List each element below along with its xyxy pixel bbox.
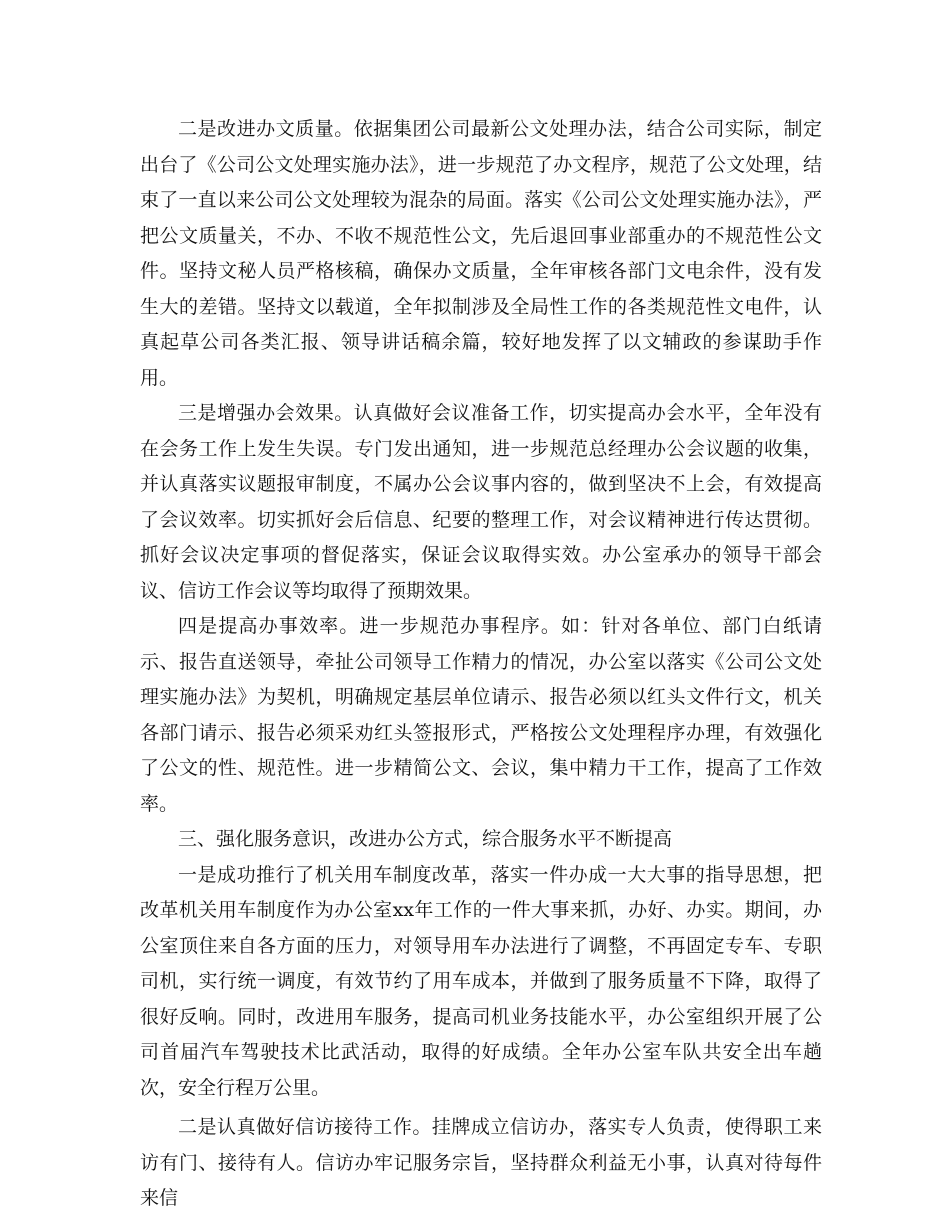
section-heading-service-awareness: 三、强化服务意识，改进办公方式，综合服务水平不断提高 bbox=[178, 828, 673, 850]
document-page bbox=[140, 112, 822, 1217]
paragraph-vehicle-reform: 一是成功推行了机关用车制度改革，落实一件办成一大大事的指导思想，把改革机关用车制度作为办公室xx年工作的一件大事来抓，办好、办实。期间，办公室顶住来自各方面的压力，对领导用车办法进行了调整，不再固定专车、专职司机，实行统一调度，有效节约了用车成本，并做到了服务质量不下降，取得了很好反响。同时，改进用车服务，提高司机业务技能水平，办公室组织开展了公司首届汽车驾驶技术比武活动，取得的好成绩。全年办公室车队共安全出车趟次，安全行程万公里。 bbox=[140, 863, 822, 1099]
paragraph-meeting-effectiveness: 三是增强办会效果。认真做好会议准备工作，切实提高办会水平，全年没有在会务工作上发生失误。专门发出通知，进一步规范总经理办公会议题的收集，并认真落实议题报审制度，不属办公会议事内容的，做到坚决不上会，有效提高了会议效率。切实抓好会后信息、纪要的整理工作，对会议精神进行传达贯彻。抓好会议决定事项的督促落实，保证会议取得实效。办公室承办的领导干部会议、信访工作会议等均取得了预期效果。 bbox=[140, 402, 822, 602]
paragraph-petition-reception: 二是认真做好信访接待工作。挂牌成立信访办，落实专人负责，使得职工来访有门、接待有人。信访办牢记服务宗旨，坚持群众利益无小事，认真对待每件来信 bbox=[140, 1116, 822, 1209]
paragraph-work-efficiency: 四是提高办事效率。进一步规范办事程序。如：针对各单位、部门白纸请示、报告直送领导，牵扯公司领导工作精力的情况，办公室以落实《公司公文处理实施办法》为契机，明确规定基层单位请示、报告必须以红头文件行文，机关各部门请示、报告必须采劝红头签报形式，严格按公文处理程序办理，有效强化了公文的性、规范性。进一步精简公文、会议，集中精力干工作，提高了工作效率。 bbox=[140, 615, 822, 815]
paragraph-office-document-quality: 二是改进办文质量。依据集团公司最新公文处理办法，结合公司实际，制定出台了《公司公文处理实施办法》，进一步规范了办文程序，规范了公文处理，结束了一直以来公司公文处理较为混杂的局面。落实《公司公文处理实施办法》，严把公文质量关，不办、不收不规范性公文，先后退回事业部重办的不规范性公文件。坚持文秘人员严格核稿，确保办文质量，全年审核各部门文电余件，没有发生大的差错。坚持文以载道，全年拟制涉及全局性工作的各类规范性文电件，认真起草公司各类汇报、领导讲话稿余篇，较好地发挥了以文辅政的参谋助手作用。 bbox=[140, 118, 822, 389]
